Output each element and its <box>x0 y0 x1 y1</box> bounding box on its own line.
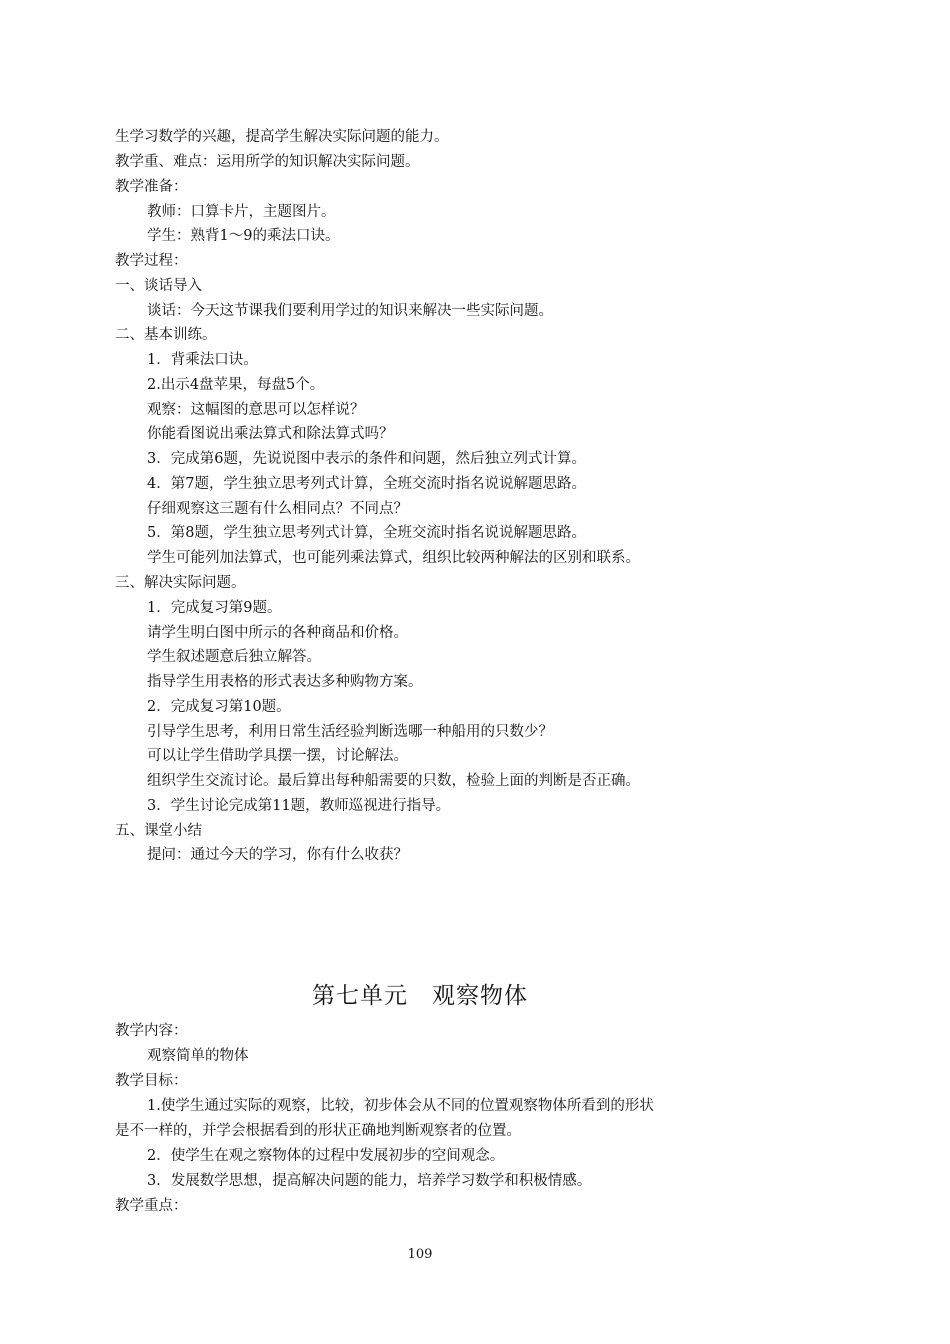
text-line: 学生叙述题意后独立解答。 <box>147 649 321 665</box>
text-line: 3．学生讨论完成第11题，教师巡视进行指导。 <box>147 798 451 814</box>
text-line: 2．完成复习第10题。 <box>147 699 291 715</box>
text-line: 1.使学生通过实际的观察，比较，初步体会从不同的位置观察物体所看到的形状 <box>147 1098 654 1114</box>
section-heading: 一、谈话导入 <box>115 278 202 294</box>
text-line: 1．背乘法口诀。 <box>147 352 258 368</box>
page-number: 109 <box>407 1247 433 1262</box>
text-line: 生学习数学的兴趣，提高学生解决实际问题的能力。 <box>115 129 449 145</box>
text-line: 组织学生交流讨论。最后算出每种船需要的只数，检验上面的判断是否正确。 <box>147 773 640 789</box>
text-line: 教学内容： <box>115 1023 188 1039</box>
section-heading: 三、解决实际问题。 <box>115 575 246 591</box>
text-line: 教学重、难点：运用所学的知识解决实际问题。 <box>115 154 420 170</box>
text-line: 教学重点： <box>115 1198 188 1214</box>
text-line: 提问：通过今天的学习，你有什么收获？ <box>147 847 408 863</box>
text-line: 谈话：今天这节课我们要利用学过的知识来解决一些实际问题。 <box>147 303 553 319</box>
text-line: 可以让学生借助学具摆一摆，讨论解法。 <box>147 748 408 764</box>
text-line: 教学目标： <box>115 1073 188 1089</box>
text-line: 仔细观察这三题有什么相同点？不同点？ <box>147 501 408 517</box>
text-line: 3．发展数学思想，提高解决问题的能力，培养学习数学和积极情感。 <box>147 1173 592 1189</box>
text-line: 你能看图说出乘法算式和除法算式吗？ <box>147 426 394 442</box>
section-heading: 二、基本训练。 <box>115 327 217 343</box>
text-line: 1．完成复习第9题。 <box>147 600 282 616</box>
text-line: 指导学生用表格的形式表达多种购物方案。 <box>147 674 423 690</box>
unit-title: 第七单元 观察物体 <box>312 983 528 1009</box>
text-line: 教师：口算卡片，主题图片。 <box>147 204 336 220</box>
text-line: 5．第8题，学生独立思考列式计算，全班交流时指名说说解题思路。 <box>147 525 586 541</box>
text-line: 3．完成第6题，先说说图中表示的条件和问题，然后独立列式计算。 <box>147 451 586 467</box>
text-line: 是不一样的，并学会根据看到的形状正确地判断观察者的位置。 <box>115 1123 521 1139</box>
text-line: 2．使学生在观之察物体的过程中发展初步的空间观念。 <box>147 1148 505 1164</box>
text-line: 4．第7题，学生独立思考列式计算，全班交流时指名说说解题思路。 <box>147 476 586 492</box>
section-heading: 五、课堂小结 <box>115 823 202 839</box>
text-line: 请学生明白图中所示的各种商品和价格。 <box>147 625 408 641</box>
text-line: 引导学生思考，利用日常生活经验判断选哪一种船用的只数少？ <box>147 724 553 740</box>
text-line: 观察：这幅图的意思可以怎样说？ <box>147 402 365 418</box>
text-line: 学生：熟背1～9的乘法口诀。 <box>147 228 340 244</box>
text-line: 学生可能列加法算式，也可能列乘法算式，组织比较两种解法的区别和联系。 <box>147 550 640 566</box>
text-line: 教学过程： <box>115 253 188 269</box>
text-line: 观察简单的物体 <box>147 1048 249 1064</box>
text-line: 2.出示4盘苹果，每盘5个。 <box>147 377 325 393</box>
text-line: 教学准备： <box>115 179 188 195</box>
